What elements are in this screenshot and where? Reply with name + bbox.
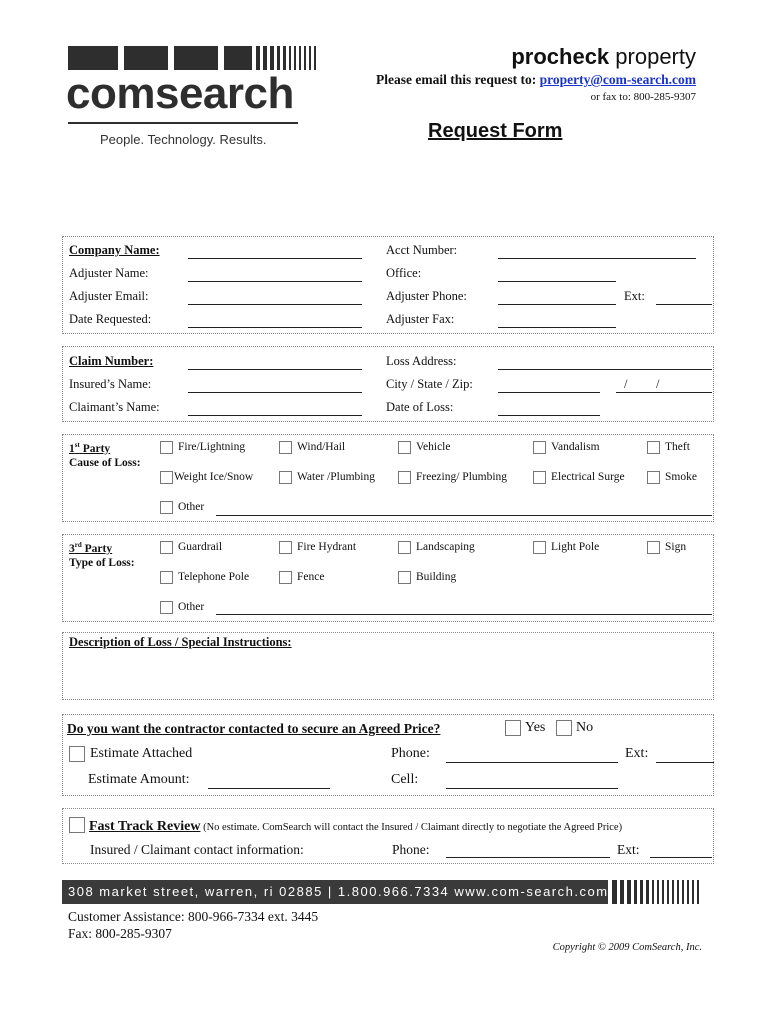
contractor-cell-field[interactable] (446, 788, 618, 789)
checkbox-landscaping[interactable] (398, 541, 411, 554)
first-party-num: 1 (69, 442, 75, 455)
option-wind-hail: Wind/Hail (297, 441, 346, 453)
estimate-attached-label: Estimate Attached (90, 746, 193, 761)
date-requested-label: Date Requested: (69, 312, 152, 326)
loss-address-field[interactable] (498, 369, 712, 370)
checkbox-fire-hydrant[interactable] (279, 541, 292, 554)
option-third-party-other: Other (178, 601, 205, 613)
third-party-label (69, 541, 112, 555)
option-weight-ice-snow: Weight Ice/Snow (174, 471, 254, 483)
estimate-amount-label: Estimate Amount: (88, 772, 190, 787)
company-name-field[interactable] (188, 258, 362, 259)
estimate-amount-field[interactable] (208, 788, 330, 789)
product-name-bold: procheck (511, 44, 610, 69)
checkbox-water-plumbing[interactable] (279, 471, 292, 484)
logo-wordmark: comsearch (66, 69, 294, 118)
email-link[interactable]: property@com-search.com (539, 72, 696, 87)
adjuster-phone-field[interactable] (498, 304, 616, 305)
date-of-loss-label: Date of Loss: (386, 400, 454, 414)
first-party-other-field[interactable] (216, 515, 712, 516)
checkbox-guardrail[interactable] (160, 541, 173, 554)
acct-number-label: Acct Number: (386, 243, 458, 257)
fast-track-note: (No estimate. ComSearch will contact the Insured / Claimant directly to negotiate the Agreed Price) (200, 822, 623, 833)
logo-underline (68, 122, 298, 124)
contact-info-label: Insured / Claimant contact information: (90, 842, 304, 857)
checkbox-fast-track[interactable] (69, 817, 85, 833)
date-field[interactable] (616, 392, 712, 393)
date-separator-2: / (656, 377, 660, 391)
option-smoke: Smoke (665, 471, 697, 483)
claimant-name-field[interactable] (188, 415, 362, 416)
fast-track-ext-label: Ext: (617, 842, 640, 857)
checkbox-freezing-plumbing[interactable] (398, 471, 411, 484)
insured-name-field[interactable] (188, 392, 362, 393)
checkbox-vehicle[interactable] (398, 441, 411, 454)
option-vehicle: Vehicle (416, 441, 451, 453)
loss-address-label: Loss Address: (386, 354, 457, 368)
footer-barcode (612, 880, 699, 904)
adjuster-email-field[interactable] (188, 304, 362, 305)
option-fire-lightning: Fire/Lightning (178, 441, 246, 453)
checkbox-first-party-other[interactable] (160, 501, 173, 514)
contractor-ext-label: Ext: (625, 746, 649, 761)
logo-tagline: People. Technology. Results. (100, 132, 267, 147)
checkbox-theft[interactable] (647, 441, 660, 454)
yes-label: Yes (525, 720, 546, 735)
address-band (62, 880, 608, 904)
option-vandalism: Vandalism (551, 441, 600, 453)
city-state-zip-field[interactable] (498, 392, 600, 393)
copyright: Copyright © 2009 ComSearch, Inc. (552, 942, 702, 953)
fast-track-phone-label: Phone: (392, 842, 430, 857)
checkbox-electrical-surge[interactable] (533, 471, 546, 484)
option-theft: Theft (665, 441, 690, 453)
product-name (511, 44, 696, 70)
third-party-rest: Party (81, 542, 113, 555)
checkbox-light-pole[interactable] (533, 541, 546, 554)
option-landscaping: Landscaping (416, 541, 475, 553)
checkbox-fence[interactable] (279, 571, 292, 584)
adjuster-name-label: Adjuster Name: (69, 266, 149, 280)
first-party-label (69, 441, 110, 455)
third-party-sup: rd (74, 541, 82, 549)
company-name-label: Company Name: (69, 243, 160, 257)
checkbox-wind-hail[interactable] (279, 441, 292, 454)
insured-name-label: Insured’s Name: (69, 377, 152, 391)
logo-barcode (68, 46, 316, 70)
claimant-name-label: Claimant’s Name: (69, 400, 160, 414)
date-of-loss-field[interactable] (498, 415, 600, 416)
checkbox-estimate-attached[interactable] (69, 746, 85, 762)
checkbox-sign[interactable] (647, 541, 660, 554)
third-party-title (69, 543, 112, 555)
option-sign: Sign (665, 541, 687, 553)
fax-line: or fax to: 800-285-9307 (590, 91, 696, 103)
fast-track-line (89, 817, 622, 835)
option-electrical-surge: Electrical Surge (551, 471, 625, 483)
third-party-other-field[interactable] (216, 614, 712, 615)
checkbox-building[interactable] (398, 571, 411, 584)
checkbox-smoke[interactable] (647, 471, 660, 484)
form-title: Request Form (428, 120, 563, 142)
option-light-pole: Light Pole (551, 541, 600, 553)
type-of-loss-label: Type of Loss: (69, 557, 135, 569)
date-requested-field[interactable] (188, 327, 362, 328)
third-party-num: 3 (69, 542, 75, 555)
contractor-phone-label: Phone: (391, 746, 430, 761)
contractor-ext-field[interactable] (656, 762, 714, 763)
email-instruction (376, 72, 696, 88)
fast-track-label: Fast Track Review (89, 819, 201, 834)
option-guardrail: Guardrail (178, 541, 223, 553)
claim-number-field[interactable] (188, 369, 362, 370)
option-water-plumbing: Water /Plumbing (297, 471, 375, 483)
description-label: Description of Loss / Special Instructions: (69, 635, 292, 649)
fast-track-ext-field[interactable] (650, 857, 712, 858)
footer-fax: Fax: 800-285-9307 (68, 926, 172, 941)
option-fence: Fence (297, 571, 325, 583)
product-name-rest: property (609, 44, 696, 69)
checkbox-weight-ice-snow[interactable] (160, 471, 173, 484)
fast-track-phone-field[interactable] (446, 857, 610, 858)
checkbox-yes[interactable] (505, 720, 521, 736)
customer-assistance: Customer Assistance: 800-966-7334 ext. 3445 (68, 909, 319, 924)
date-separator-1: / (624, 377, 628, 391)
option-first-party-other: Other (178, 501, 205, 513)
contractor-phone-field[interactable] (446, 762, 618, 763)
option-freezing-plumbing: Freezing/ Plumbing (416, 471, 508, 483)
adjuster-ext-label: Ext: (624, 289, 645, 303)
adjuster-email-label: Adjuster Email: (69, 289, 149, 303)
checkbox-fire-lightning[interactable] (160, 441, 173, 454)
checkbox-no[interactable] (556, 720, 572, 736)
first-party-title (69, 443, 110, 455)
option-fire-hydrant: Fire Hydrant (297, 541, 357, 553)
checkbox-vandalism[interactable] (533, 441, 546, 454)
adjuster-ext-field[interactable] (656, 304, 712, 305)
checkbox-telephone-pole[interactable] (160, 571, 173, 584)
first-party-rest: Party (79, 442, 111, 455)
acct-number-field[interactable] (498, 258, 696, 259)
no-label: No (576, 720, 594, 735)
agreed-price-question: Do you want the contractor contacted to secure an Agreed Price? (67, 721, 441, 736)
city-state-zip-label: City / State / Zip: (386, 377, 473, 391)
cause-of-loss-label: Cause of Loss: (69, 457, 141, 469)
contractor-cell-label: Cell: (391, 772, 419, 787)
adjuster-fax-field[interactable] (498, 327, 616, 328)
option-telephone-pole: Telephone Pole (178, 571, 250, 583)
adjuster-phone-label: Adjuster Phone: (386, 289, 467, 303)
adjuster-name-field[interactable] (188, 281, 362, 282)
email-prefix: Please email this request to: (376, 72, 540, 87)
option-building: Building (416, 571, 457, 583)
address-band-text: 308 market street, warren, ri 02885 | 1.800.966.7334 www.com-search.com (68, 884, 609, 899)
first-party-sup: st (74, 441, 80, 449)
adjuster-fax-label: Adjuster Fax: (386, 312, 455, 326)
claim-number-label: Claim Number: (69, 354, 154, 368)
office-label: Office: (386, 266, 422, 280)
checkbox-third-party-other[interactable] (160, 601, 173, 614)
office-field[interactable] (498, 281, 616, 282)
